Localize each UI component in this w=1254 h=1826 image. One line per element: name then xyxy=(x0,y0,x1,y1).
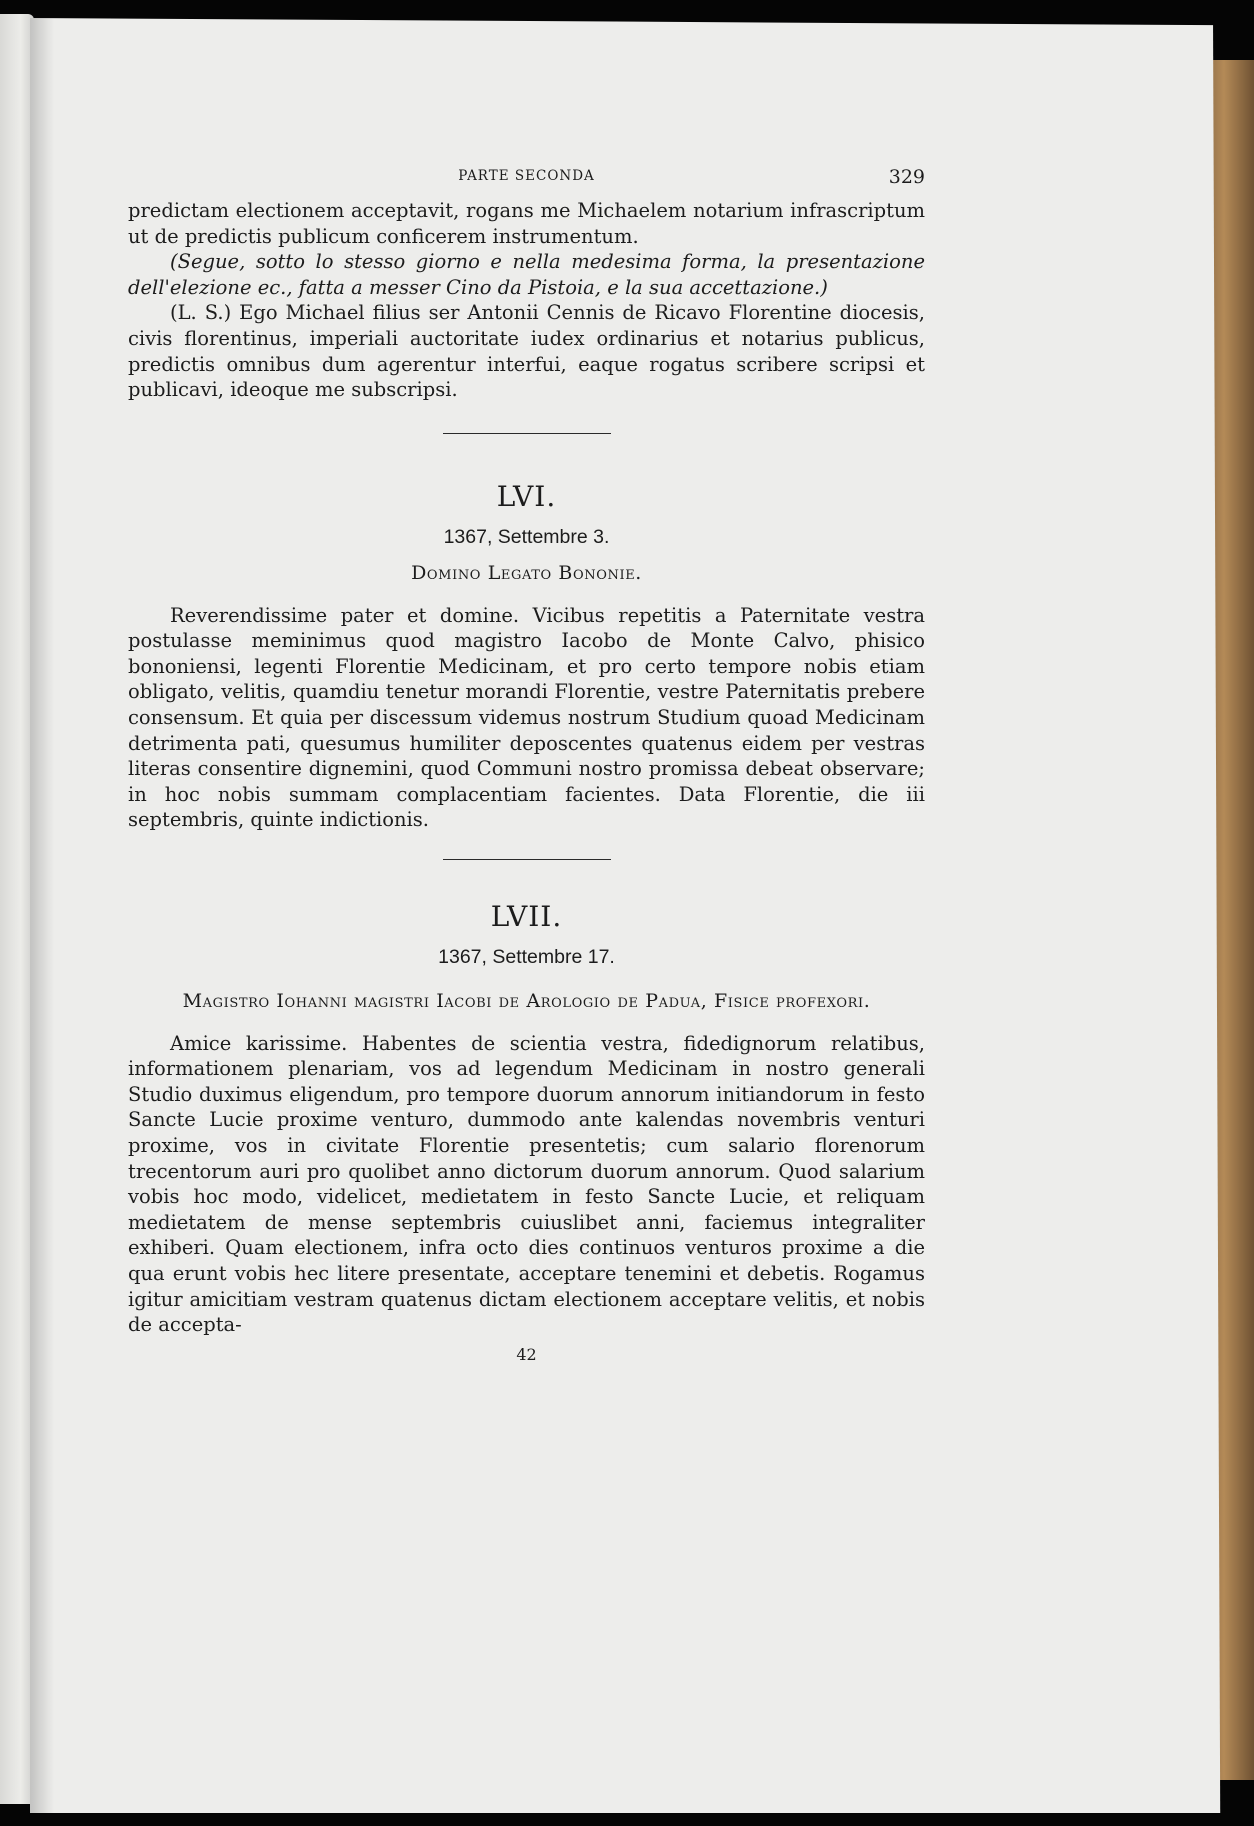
editorial-note: (Segue, sotto lo stesso giorno e nella medesima forma, la presentazione dell'elezione ec., fatta a messer Cino da Pistoia, e la sua accettazione.) xyxy=(128,250,925,299)
continuation-paragraph: predictam electionem acceptavit, rogans me Michaelem notarium infrascriptum ut de predictis publicum conficerem instrumentum. xyxy=(128,199,925,248)
document-addressee: Magistro Iohanni magistri Iacobi de Arologio de Padua, Fisice profexori. xyxy=(182,990,871,1013)
running-title: PARTE SECONDA xyxy=(458,168,595,184)
page-number: 329 xyxy=(888,166,925,188)
document-number: LVII. xyxy=(490,899,563,933)
signature-mark: 42 xyxy=(516,1344,537,1364)
document-body: Reverendissime pater et domine. Vicibus repetitis a Paternitate vestra postulasse meminimus quod magistro Iacobo de Monte Calvo, phisico bononiensi, legenti Florentie Medicinam, et pro certo tempore nobis etiam obligato, velitis, quamdiu tenetur morandi Florentie, vestre Paternitatis prebere consensum. Et quia per discessum videmus nostrum Studium quoad Medicinam detrimenta pati, quesumus humiliter deposcentes quatenus eidem per vestras literas consentire dignemini, quod Communi nostro promissa debeat observare; in hoc nobis summam complacentiam facientes. Data Florentie, die iii septembris, quinte indictionis. xyxy=(128,603,925,832)
notary-subscription: (L. S.) Ego Michael filius ser Antonii Cennis de Ricavo Florentine diocesis, civis florentinus, imperiali auctoritate iudex ordinarius et notarius publicus, predictis omnibus dum agerentur interfui, eaque rogatus scribere scripsi et publicavi, ideoque me subscripsi. xyxy=(128,301,925,402)
document-date: 1367, Settembre 3. xyxy=(443,526,610,549)
text-column xyxy=(128,164,925,1367)
document-number: LVI. xyxy=(496,479,557,513)
document-body: Amice karissime. Habentes de scientia vestra, fidedignorum relatibus, informationem plenariam, vos ad legendum Medicinam in nostro generali Studio duximus eligendum, pro tempore duorum annorum initiandorum in festo Sancte Lucie proxime venturo, dummodo ante kalendas novembris venturi proxime, vos in civitate Florentie presentetis; cum salario florenorum trecentorum auri pro quolibet anno dictorum duorum annorum. Quod salarium vobis hoc modo, videlicet, medietatem in festo Sancte Lucie, et reliquam medietatem de mense septembris cuiuslibet anni, faciemus integraliter exhiberi. Quam electionem, infra octo dies continuos venturos proxime a die qua erunt vobis hec litere presentate, acceptare tenemini et debetis. Rogamus igitur amicitiam vestram quatenus dictam electionem acceptare velitis, et nobis de accepta- xyxy=(128,1031,925,1337)
document-date: 1367, Settembre 17. xyxy=(438,946,615,969)
spine-shadow xyxy=(30,18,54,1813)
document-addressee: Domino Legato Bononie. xyxy=(411,561,642,584)
left-page-edge xyxy=(0,14,34,1804)
